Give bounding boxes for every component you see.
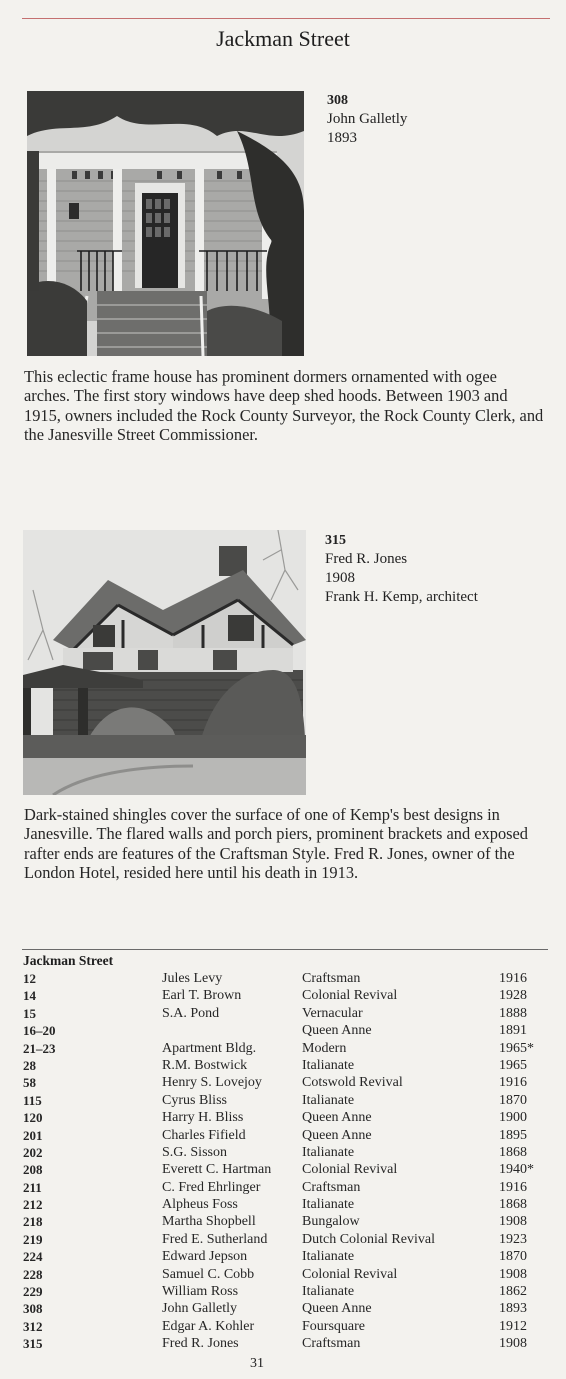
construction-year: 1895 [499, 1127, 527, 1143]
architectural-style: Italianate [302, 1144, 355, 1160]
house-number: 208 [23, 1162, 43, 1178]
owner-name: Fred E. Sutherland [162, 1231, 268, 1247]
house-photo-308 [27, 91, 304, 356]
table-row [23, 1074, 543, 1091]
architectural-style: Italianate [302, 1249, 355, 1265]
table-row [23, 1318, 543, 1335]
entry-year: 1908 [325, 570, 355, 586]
construction-year: 1862 [499, 1284, 527, 1300]
architectural-style: Italianate [302, 1057, 355, 1073]
entry-year: 1893 [327, 130, 357, 146]
construction-year: 1870 [499, 1249, 527, 1265]
house-number: 212 [23, 1197, 43, 1213]
owner-name: Fred R. Jones [162, 1336, 239, 1352]
owner-name: Everett C. Hartman [162, 1162, 272, 1178]
construction-year: 1940* [499, 1162, 534, 1178]
street-inventory-table [23, 970, 543, 1353]
construction-year: 1916 [499, 1075, 527, 1091]
owner-name: Earl T. Brown [162, 988, 242, 1004]
table-row [23, 1144, 543, 1161]
construction-year: 1923 [499, 1231, 527, 1247]
house-number: 315 [23, 1336, 43, 1352]
owner-name: Apartment Bldg. [162, 1040, 257, 1056]
architectural-style: Italianate [302, 1197, 355, 1213]
table-row [23, 1109, 543, 1126]
architectural-style: Cotswold Revival [302, 1075, 403, 1091]
construction-year: 1965 [499, 1057, 527, 1073]
owner-name: Martha Shopbell [162, 1214, 256, 1230]
architectural-style: Queen Anne [302, 1127, 372, 1143]
page-number: 31 [250, 1356, 264, 1371]
architectural-style: Colonial Revival [302, 1266, 398, 1282]
owner-name: John Galletly [162, 1301, 238, 1317]
entry-owner: Fred R. Jones [325, 551, 408, 567]
owner-name: Cyrus Bliss [162, 1092, 227, 1108]
house-number: 12 [23, 971, 36, 986]
architectural-style: Queen Anne [302, 1301, 372, 1317]
house-number: 308 [23, 1301, 43, 1317]
architectural-style: Italianate [302, 1092, 355, 1108]
architectural-style: Foursquare [302, 1318, 365, 1334]
house-number: 219 [23, 1231, 43, 1247]
construction-year: 1912 [499, 1318, 527, 1334]
owner-name: Harry H. Bliss [162, 1110, 244, 1126]
table-row [23, 987, 543, 1004]
house-number: 229 [23, 1284, 43, 1300]
table-rule [22, 949, 548, 950]
construction-year: 1916 [499, 1179, 527, 1195]
entry-number: 308 [327, 93, 348, 108]
house-number: 58 [23, 1075, 36, 1091]
owner-name: Edward Jepson [162, 1249, 248, 1265]
architectural-style: Vernacular [302, 1005, 363, 1021]
architectural-style: Italianate [302, 1284, 355, 1300]
construction-year: 1891 [499, 1023, 527, 1039]
table-row [23, 1300, 543, 1317]
table-row [23, 1196, 543, 1213]
construction-year: 1928 [499, 988, 527, 1004]
construction-year: 1965* [499, 1040, 534, 1056]
owner-name: Henry S. Lovejoy [162, 1075, 262, 1091]
table-row [23, 1161, 543, 1178]
architectural-style: Craftsman [302, 1336, 361, 1352]
entry-caption-308 [327, 91, 407, 148]
house-number: 228 [23, 1266, 43, 1282]
table-row [23, 1057, 543, 1074]
table-row [23, 1231, 543, 1248]
entry-architect: Frank H. Kemp, architect [325, 589, 478, 605]
house-number: 211 [23, 1179, 42, 1195]
entry-description-315: Dark-stained shingles cover the surface of one of Kemp's best designs in Janesville. The flared walls and porch piers, prominent brackets and exposed rafter ends are features of the Craftsman Style. Fred R. Jones, owner of the London Hotel, resided here until his death in 1913. [24, 805, 529, 882]
construction-year: 1908 [499, 1266, 527, 1282]
entry-description-308: This eclectic frame house has prominent dormers ornamented with ogee arches. The first story windows have deep shed hoods. Between 1903 and 1915, owners included the Rock County Surveyor, the Rock County Clerk, and the Janesville Street Commissioner. [24, 367, 544, 444]
architectural-style: Dutch Colonial Revival [302, 1231, 435, 1247]
table-row [23, 1283, 543, 1300]
house-number: 115 [23, 1092, 42, 1108]
architectural-style: Bungalow [302, 1214, 360, 1230]
table-row [23, 1005, 543, 1022]
house-number: 218 [23, 1214, 43, 1230]
house-number: 312 [23, 1318, 43, 1334]
table-row [23, 1127, 543, 1144]
architectural-style: Modern [302, 1040, 347, 1056]
owner-name: William Ross [162, 1284, 239, 1300]
owner-name: S.A. Pond [162, 1005, 220, 1021]
house-number: 21–23 [23, 1040, 56, 1056]
house-number: 201 [23, 1127, 43, 1143]
table-row [23, 1022, 543, 1039]
page-title: Jackman Street [216, 26, 350, 51]
owner-name: Alpheus Foss [162, 1197, 238, 1213]
architectural-style: Colonial Revival [302, 988, 398, 1004]
house-number: 15 [23, 1005, 36, 1021]
owner-name: Jules Levy [162, 971, 223, 986]
architectural-style: Queen Anne [302, 1023, 372, 1039]
construction-year: 1888 [499, 1005, 527, 1021]
table-row [23, 1335, 543, 1352]
owner-name: C. Fred Ehrlinger [162, 1179, 261, 1195]
house-number: 202 [23, 1144, 43, 1160]
architectural-style: Queen Anne [302, 1110, 372, 1126]
table-row [23, 1092, 543, 1109]
house-number: 14 [23, 988, 36, 1004]
architectural-style: Colonial Revival [302, 1162, 398, 1178]
house-number: 16–20 [23, 1023, 56, 1039]
entry-caption-315 [325, 531, 478, 607]
construction-year: 1900 [499, 1110, 527, 1126]
entry-owner: John Galletly [327, 111, 408, 127]
table-row [23, 1040, 543, 1057]
table-heading: Jackman Street [23, 953, 114, 968]
header-rule [22, 18, 550, 19]
house-number: 224 [23, 1249, 43, 1265]
entry-number: 315 [325, 533, 346, 548]
house-photo-315 [23, 530, 306, 795]
construction-year: 1916 [499, 971, 527, 986]
construction-year: 1893 [499, 1301, 527, 1317]
owner-name: Samuel C. Cobb [162, 1266, 255, 1282]
house-number: 120 [23, 1110, 43, 1126]
owner-name: Edgar A. Kohler [162, 1318, 255, 1334]
construction-year: 1908 [499, 1336, 527, 1352]
owner-name: R.M. Bostwick [162, 1057, 248, 1073]
owner-name: Charles Fifield [162, 1127, 246, 1143]
construction-year: 1868 [499, 1197, 527, 1213]
table-row [23, 1266, 543, 1283]
construction-year: 1870 [499, 1092, 527, 1108]
construction-year: 1868 [499, 1144, 527, 1160]
construction-year: 1908 [499, 1214, 527, 1230]
table-row [23, 1248, 543, 1265]
table-row [23, 1213, 543, 1230]
house-number: 28 [23, 1057, 36, 1073]
owner-name: S.G. Sisson [162, 1144, 227, 1160]
table-row [23, 970, 543, 987]
architectural-style: Craftsman [302, 1179, 361, 1195]
table-row [23, 1179, 543, 1196]
architectural-style: Craftsman [302, 971, 361, 986]
